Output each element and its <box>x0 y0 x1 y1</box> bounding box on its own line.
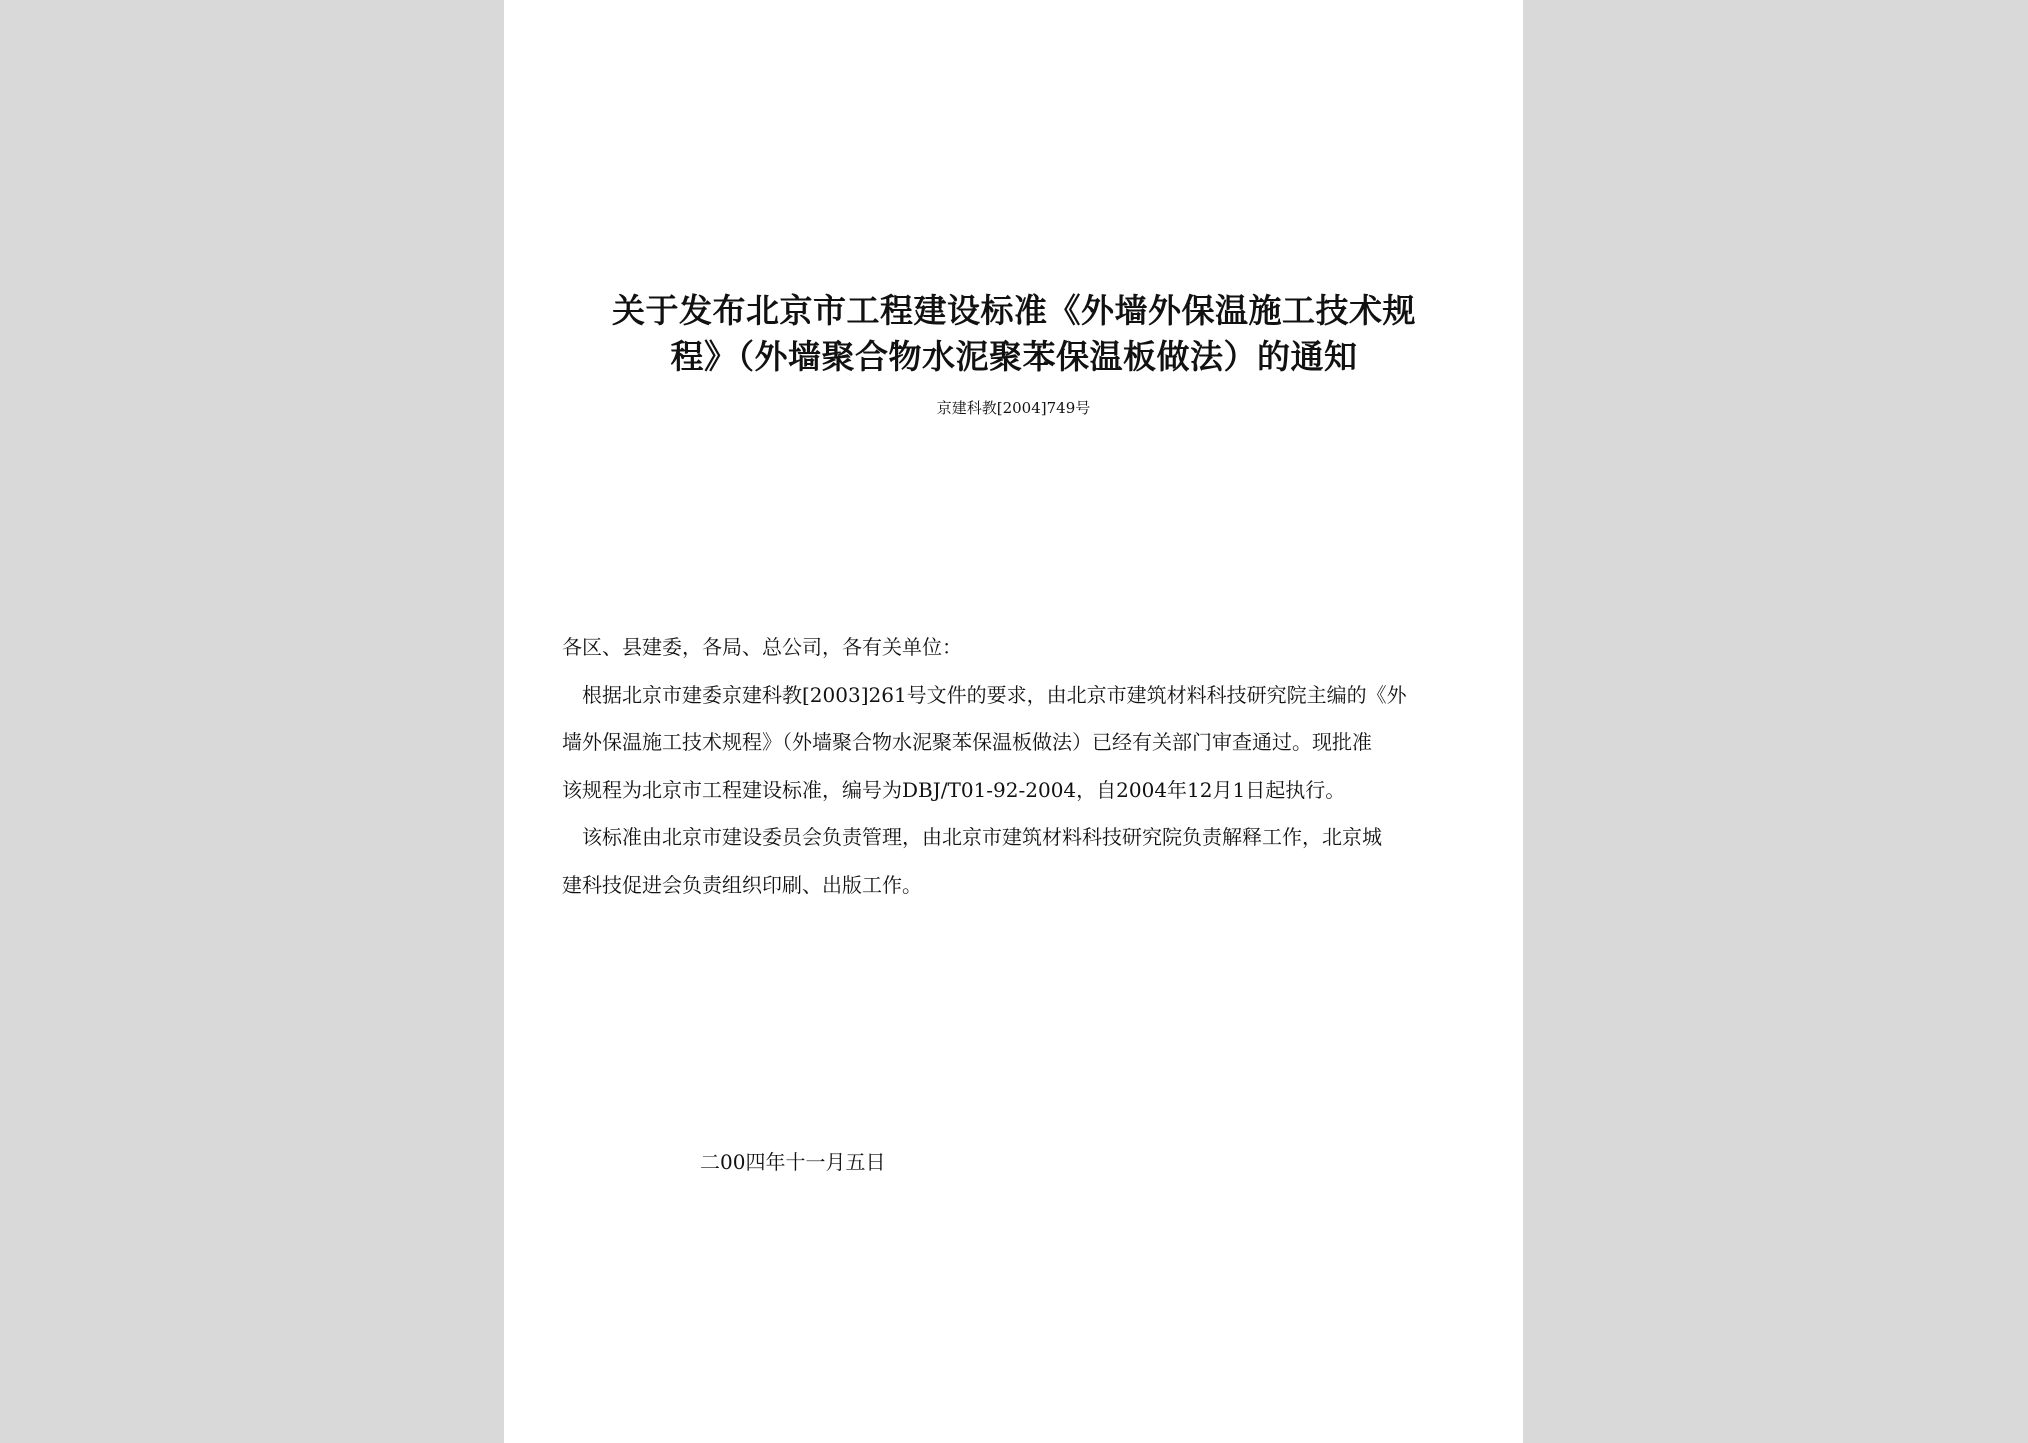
document-number: 京建科教[2004]749号 <box>936 399 1091 417</box>
salutation: 各区、县建委，各局、总公司，各有关单位： <box>562 635 962 659</box>
paragraph-1-line-1: 根据北京市建委京建科教[2003]261号文件的要求，由北京市建筑材料科技研究院主编的《外 <box>582 682 1407 707</box>
title-line-1: 关于发布北京市工程建设标准《外墙外保温施工技术规 <box>612 291 1416 330</box>
document-title <box>564 288 1464 380</box>
paragraph-2-line-1: 该标准由北京市建设委员会负责管理，由北京市建筑材料科技研究院负责解释工作，北京城 <box>582 825 1382 849</box>
paragraph-1-line-3: 该规程为北京市工程建设标准，编号为DBJ/T01-92-2004，自2004年12月1日起执行。 <box>562 777 1346 802</box>
paragraph-2-line-2: 建科技促进会负责组织印刷、出版工作。 <box>562 872 922 897</box>
document-date: 二00四年十一月五日 <box>700 1150 886 1174</box>
document-page <box>504 0 1523 1443</box>
paragraph-1-line-2: 墙外保温施工技术规程》（外墙聚合物水泥聚苯保温板做法）已经有关部门审查通过。现批准 <box>562 730 1372 754</box>
title-line-2: 程》（外墙聚合物水泥聚苯保温板做法）的通知 <box>670 337 1358 376</box>
document-body <box>562 624 1462 909</box>
